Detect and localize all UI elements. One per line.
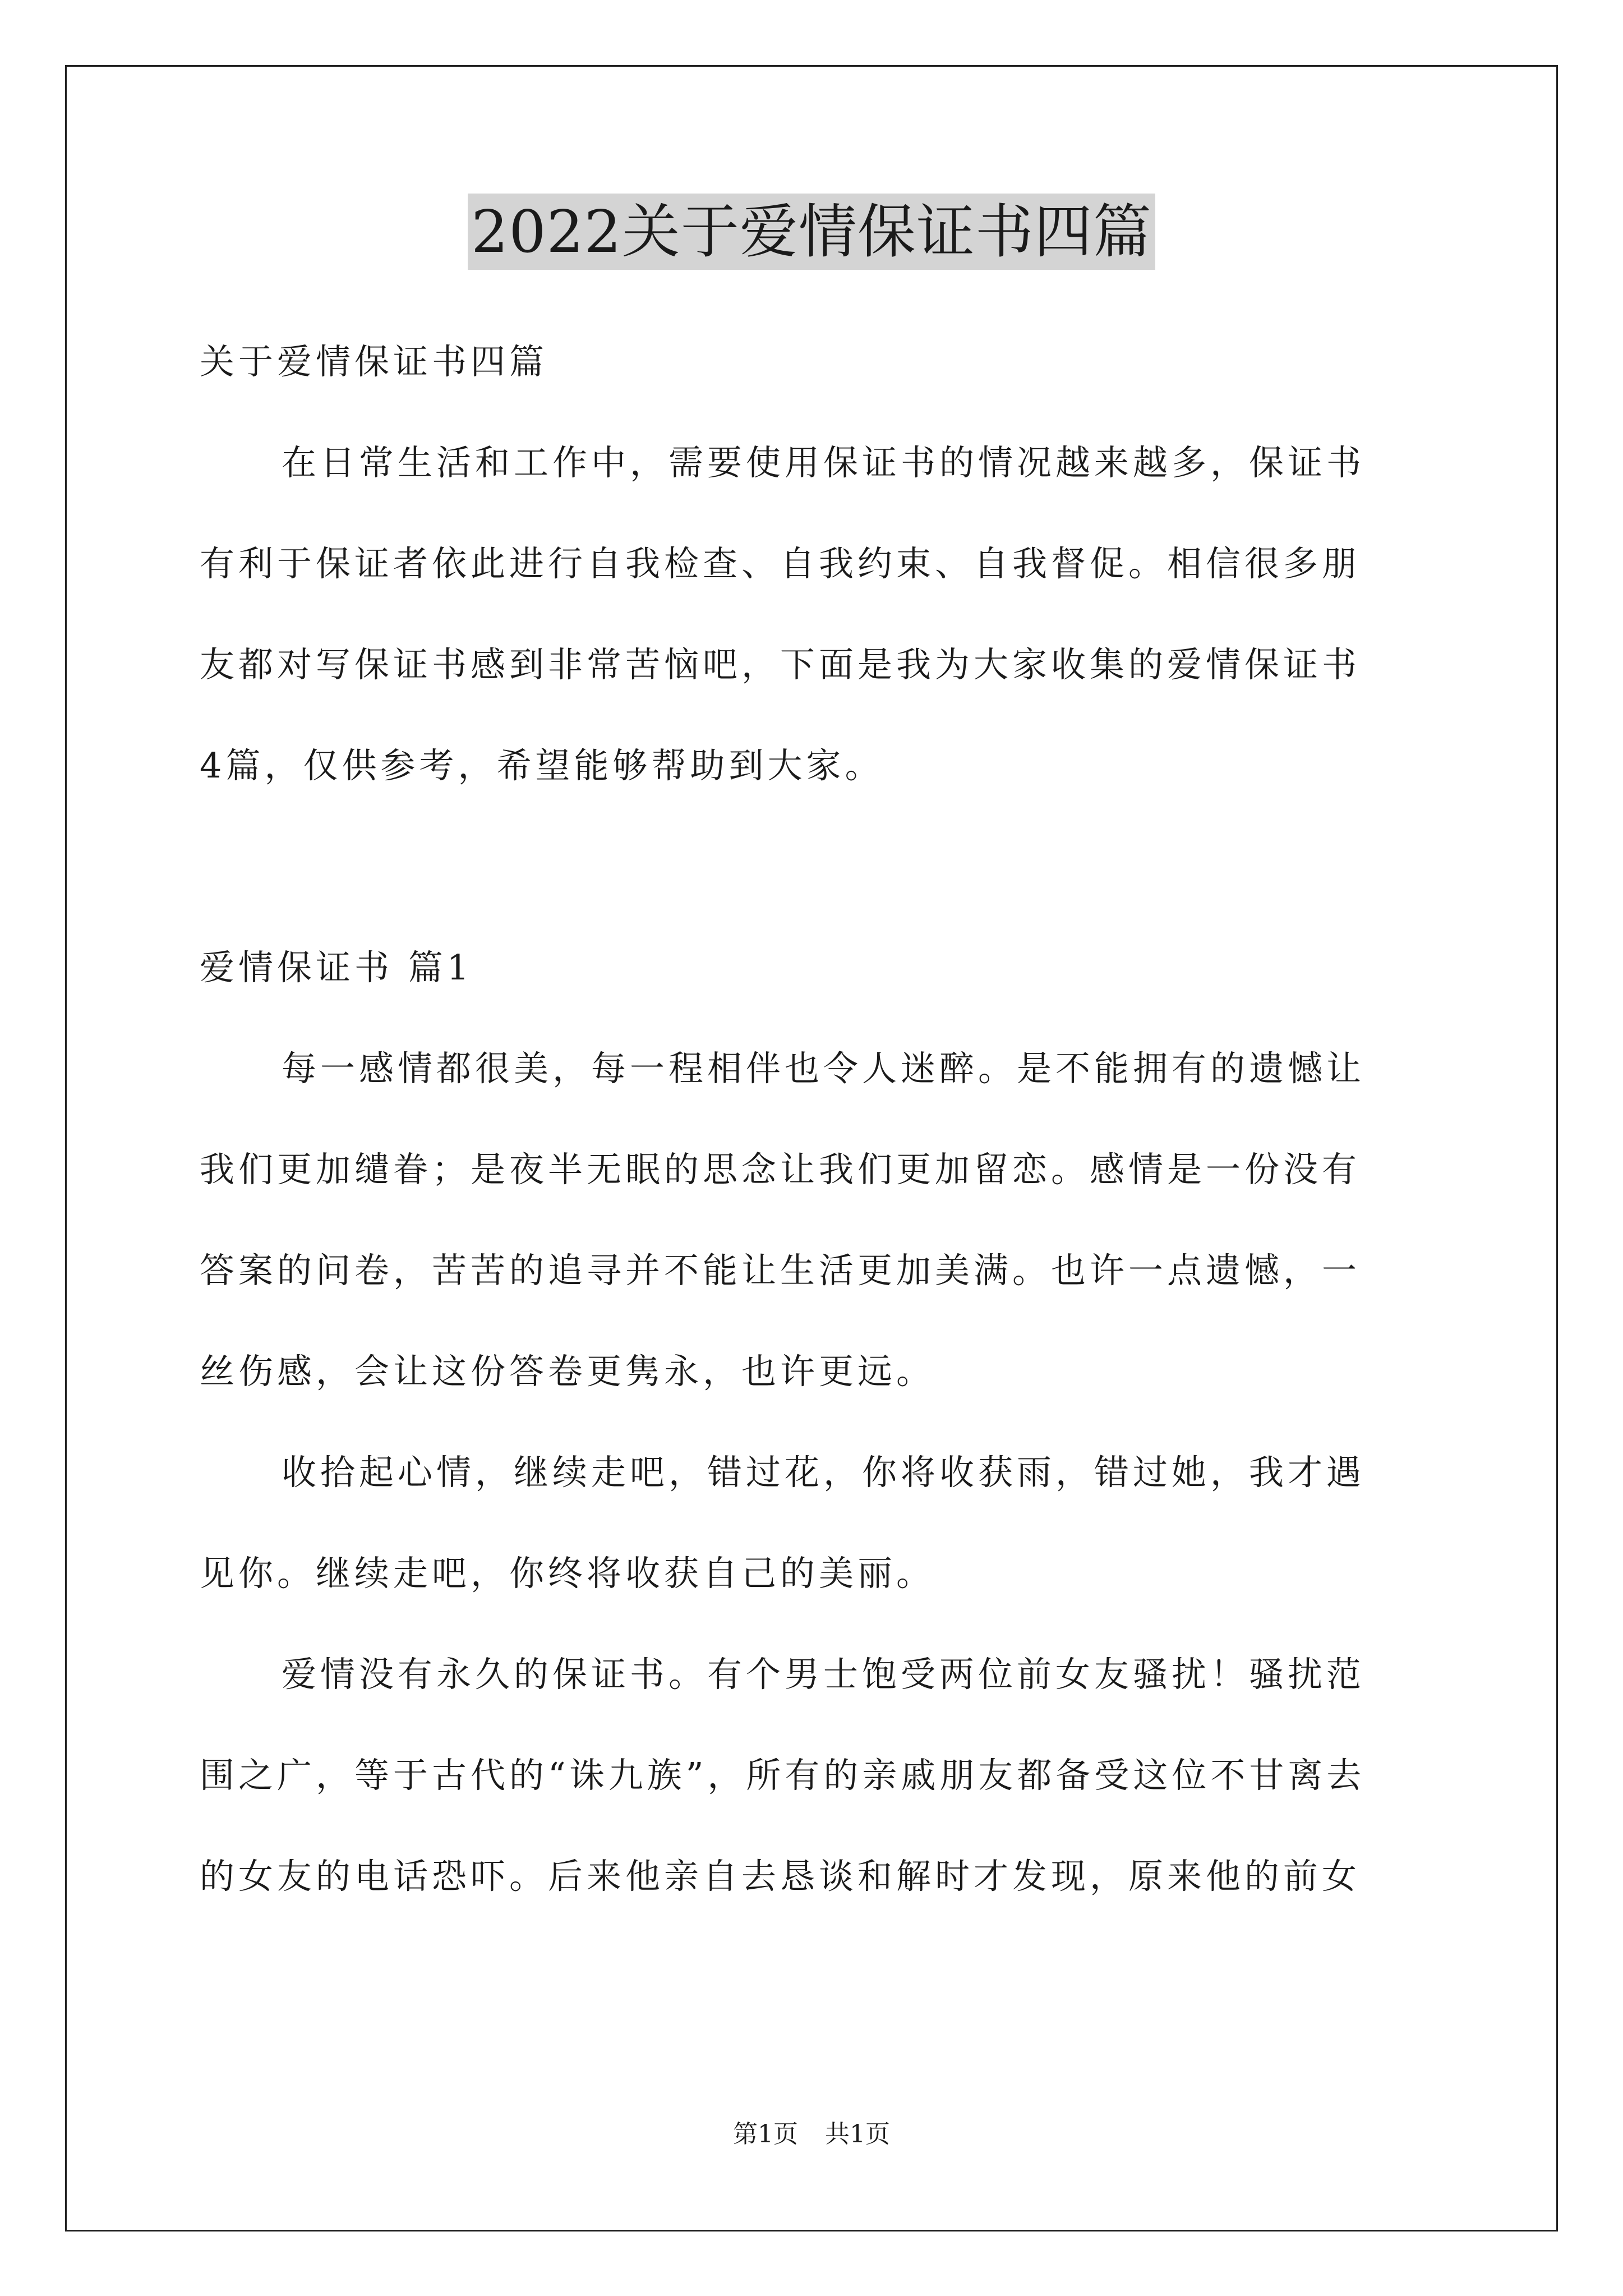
- text-line: 有利于保证者依此进行自我检查、自我约束、自我督促。相信很多朋: [200, 543, 1361, 584]
- text-line: 围之广，等于古代的“诛九族”，所有的亲戚朋友都备受这位不甘离去: [200, 1755, 1366, 1796]
- title-container: [0, 194, 1623, 270]
- document-body: [200, 311, 1428, 1927]
- text-line: 关于爱情保证书四篇: [200, 341, 548, 382]
- text-line: 在日常生活和工作中，需要使用保证书的情况越来越多，保证书: [282, 442, 1366, 483]
- text-line: 友都对写保证书感到非常苦恼吧，下面是我为大家收集的爱情保证书: [200, 644, 1361, 685]
- text-line: 答案的问卷，苦苦的追寻并不能让生活更加美满。也许一点遗憾，一: [200, 1250, 1361, 1291]
- page-total: 共1页: [825, 2120, 890, 2148]
- text-line: 每一感情都很美，每一程相伴也令人迷醉。是不能拥有的遗憾让: [282, 1048, 1366, 1089]
- blank-line: [200, 816, 1428, 917]
- text-line: 爱情保证书 篇1: [200, 947, 473, 988]
- document-title: 2022关于爱情保证书四篇: [468, 194, 1155, 270]
- text-line: 我们更加缱眷；是夜半无眠的思念让我们更加留恋。感情是一份没有: [200, 1149, 1361, 1190]
- text-line: 爱情没有永久的保证书。有个男士饱受两位前女友骚扰！骚扰范: [282, 1654, 1366, 1695]
- text-line: 见你。继续走吧，你终将收获自己的美丽。: [200, 1553, 935, 1594]
- page-number: 第1页: [733, 2120, 798, 2148]
- page-footer: [0, 2118, 1623, 2151]
- text-line: 4篇，仅供参考，希望能够帮助到大家。: [200, 745, 884, 786]
- text-line: 的女友的电话恐吓。后来他亲自去恳谈和解时才发现，原来他的前女: [200, 1856, 1361, 1897]
- text-line: 收拾起心情，继续走吧，错过花，你将收获雨，错过她，我才遇: [282, 1452, 1366, 1493]
- text-line: 丝伤感，会让这份答卷更隽永，也许更远。: [200, 1351, 935, 1392]
